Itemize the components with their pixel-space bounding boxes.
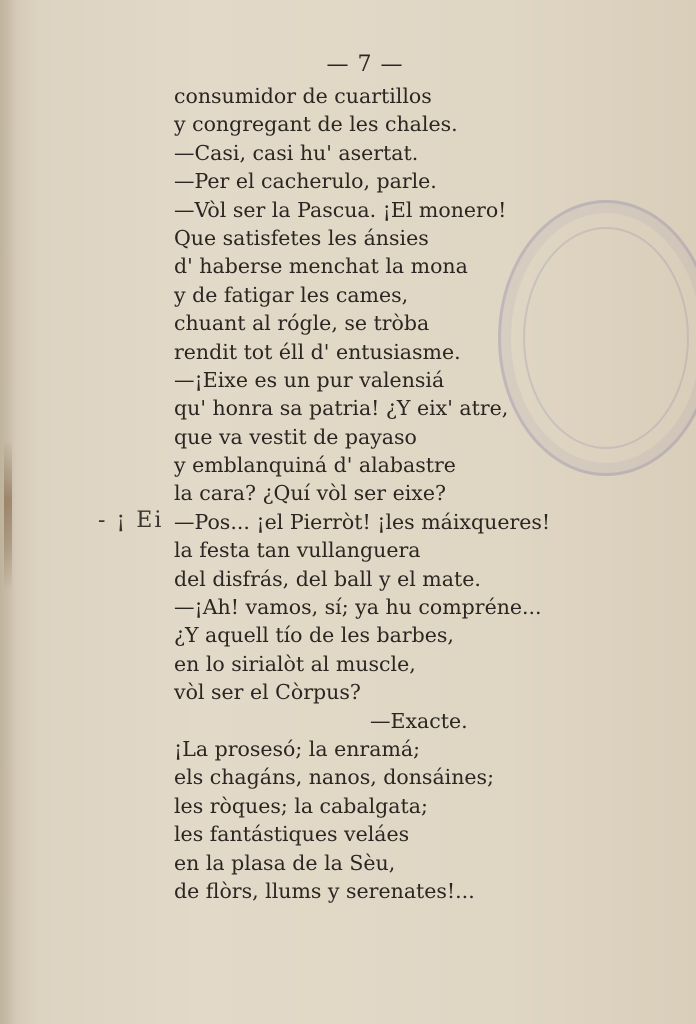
verse-line: ¿Y aquell tío de les barbes, bbox=[174, 623, 454, 648]
verse-line: Que satisfetes les ánsies bbox=[174, 225, 429, 250]
verse-line: y emblanquiná d' alabastre bbox=[174, 453, 456, 478]
page-number: — 7 — bbox=[326, 52, 404, 77]
verse-line: les ròques; la cabalgata; bbox=[174, 793, 428, 818]
verse-line: qu' honra sa patria! ¿Y eix' atre, bbox=[174, 396, 509, 421]
verse-line: chuant al rógle, se tròba bbox=[174, 311, 430, 336]
verse-line: —¡Ah! vamos, sí; ya hu compréne... bbox=[174, 595, 542, 620]
verse-line: consumidor de cuartillos bbox=[174, 84, 432, 108]
verse-line: que va vestit de payaso bbox=[174, 424, 417, 449]
verse-line: —¡Eixe es un pur valensiá bbox=[174, 367, 445, 392]
verse-line: d' haberse menchat la mona bbox=[174, 254, 468, 279]
verse-line: les fantástiques veláes bbox=[174, 822, 410, 847]
verse-line: la festa tan vullanguera bbox=[174, 538, 421, 563]
verse-line: —Vòl ser la Pascua. ¡El monero! bbox=[174, 197, 507, 222]
verse-line: del disfrás, del ball y el mate. bbox=[174, 566, 481, 591]
verse-line: la cara? ¿Quí vòl ser eixe? bbox=[174, 481, 446, 506]
verse-line: ¡La prosesó; la enramá; bbox=[174, 736, 421, 761]
verse-line: de flòrs, llums y serenates!... bbox=[174, 878, 475, 903]
verse-line: els chagáns, nanos, donsáines; bbox=[174, 765, 494, 790]
verse-line: —Pos... ¡el Pierròt! ¡les máixqueres! bbox=[174, 509, 551, 534]
poem-text bbox=[174, 82, 654, 905]
margin-annotation: - ¡ Ei bbox=[98, 508, 164, 533]
verse-line-indented: —Exacte. bbox=[370, 708, 468, 733]
verse-line: rendit tot éll d' entusiasme. bbox=[174, 339, 461, 364]
verse-line: —Per el cacherulo, parle. bbox=[174, 169, 437, 194]
verse-line: en la plasa de la Sèu, bbox=[174, 850, 396, 875]
verse-line: —Casi, casi hu' asertat. bbox=[174, 140, 419, 165]
verse-line: en lo sirialòt al muscle, bbox=[174, 651, 416, 676]
binding-stain bbox=[4, 440, 12, 590]
verse-line: y congregant de les chales. bbox=[174, 112, 458, 137]
verse-line: vòl ser el Còrpus? bbox=[174, 680, 361, 705]
verse-line: y de fatigar les cames, bbox=[174, 282, 409, 307]
